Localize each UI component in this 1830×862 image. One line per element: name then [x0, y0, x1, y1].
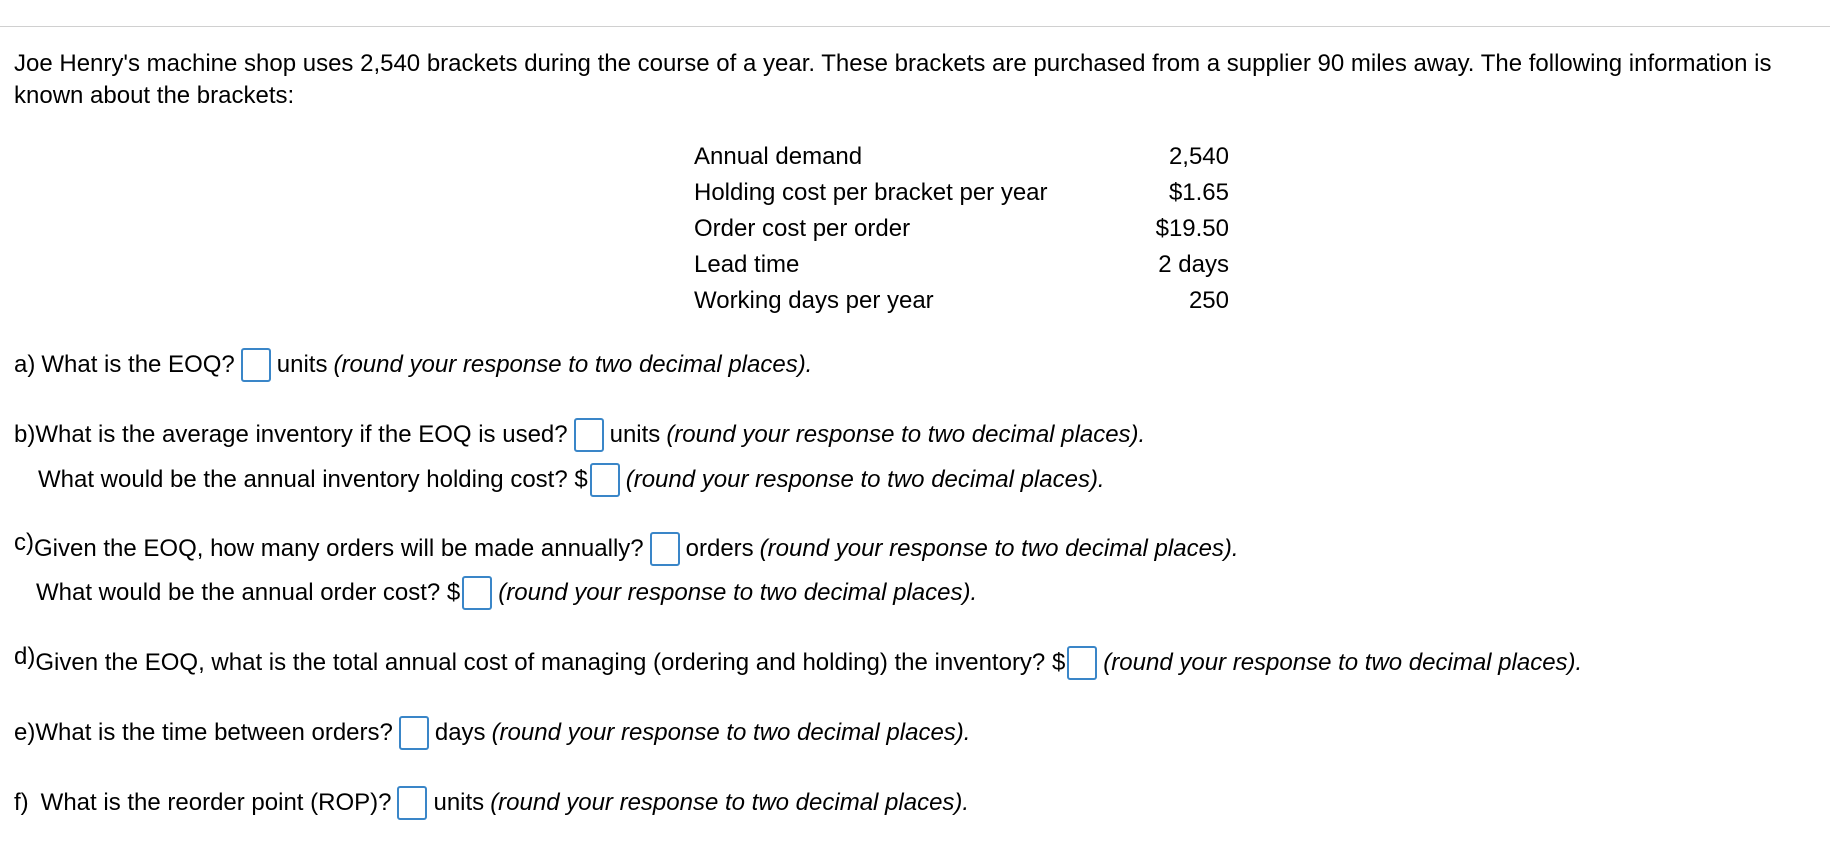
orders-per-year-input[interactable] — [650, 532, 680, 566]
question-e — [14, 715, 970, 751]
question-d — [14, 645, 1582, 681]
table-row — [694, 175, 1229, 211]
eoq-answer-input[interactable] — [241, 348, 271, 382]
problem-intro: Joe Henry's machine shop uses 2,540 brackets during the course of a year. These brackets are purchased from a supplier 90 miles away. The following information is known about the brackets: — [14, 50, 1772, 109]
rounding-note: (round your response to two decimal places). — [666, 421, 1146, 448]
question-text: What is the average inventory if the EOQ is used? — [35, 421, 568, 448]
question-text: What is the reorder point (ROP)? — [40, 789, 392, 816]
unit-label: units — [609, 421, 661, 448]
question-text: Given the EOQ, what is the total annual cost of managing (ordering and holding) the inventory? $ — [35, 649, 1066, 676]
unit-label: units — [433, 789, 485, 816]
table-value: 250 — [1188, 287, 1229, 314]
table-label: Holding cost per bracket per year — [694, 179, 1048, 206]
table-value: 2,540 — [1168, 143, 1229, 170]
top-divider — [0, 26, 1830, 27]
question-text: What is the time between orders? — [35, 719, 393, 746]
question-a — [14, 347, 812, 383]
table-value: $1.65 — [1168, 179, 1229, 206]
rounding-note: (round your response to two decimal places). — [490, 789, 970, 816]
holding-cost-input[interactable] — [590, 463, 620, 497]
question-text: Given the EOQ, how many orders will be made annually? — [34, 535, 644, 562]
rounding-note: (round your response to two decimal places). — [333, 351, 813, 378]
table-label: Order cost per order — [694, 215, 911, 242]
reorder-point-input[interactable] — [397, 786, 427, 820]
question-f — [14, 785, 969, 821]
rounding-note: (round your response to two decimal places). — [625, 466, 1105, 493]
rounding-note: (round your response to two decimal places). — [759, 535, 1239, 562]
table-row — [694, 211, 1229, 247]
question-text: What would be the annual order cost? $ — [36, 579, 461, 606]
rounding-note: (round your response to two decimal places). — [491, 719, 971, 746]
annual-order-cost-input[interactable] — [462, 576, 492, 610]
question-prefix: d) — [14, 643, 36, 670]
question-prefix: e) — [14, 719, 36, 746]
question-c-order-cost — [36, 575, 977, 611]
table-label: Annual demand — [694, 143, 863, 170]
unit-label: days — [434, 719, 486, 746]
question-b-holding-cost — [38, 462, 1105, 498]
table-value: 2 days — [1158, 251, 1229, 278]
table-value: $19.50 — [1155, 215, 1229, 242]
rounding-note: (round your response to two decimal places). — [498, 579, 978, 606]
question-prefix: b) — [14, 421, 36, 448]
question-b-average-inventory — [14, 417, 1145, 453]
average-inventory-input[interactable] — [574, 418, 604, 452]
question-prefix: a) — [14, 351, 36, 378]
unit-label: units — [276, 351, 328, 378]
question-c-orders-annually — [14, 531, 1239, 567]
unit-label: orders — [685, 535, 754, 562]
question-text: What is the EOQ? — [41, 351, 235, 378]
table-row — [694, 139, 1229, 175]
total-annual-cost-input[interactable] — [1067, 646, 1097, 680]
question-text: What would be the annual inventory holding cost? $ — [38, 466, 588, 493]
question-prefix: c) — [14, 529, 34, 556]
rounding-note: (round your response to two decimal places). — [1103, 649, 1583, 676]
table-label: Working days per year — [694, 287, 934, 314]
question-prefix: f) — [14, 789, 29, 816]
table-row — [694, 247, 1229, 283]
time-between-orders-input[interactable] — [399, 716, 429, 750]
table-label: Lead time — [694, 251, 800, 278]
bracket-info-table — [694, 139, 1229, 319]
table-row — [694, 283, 1229, 319]
